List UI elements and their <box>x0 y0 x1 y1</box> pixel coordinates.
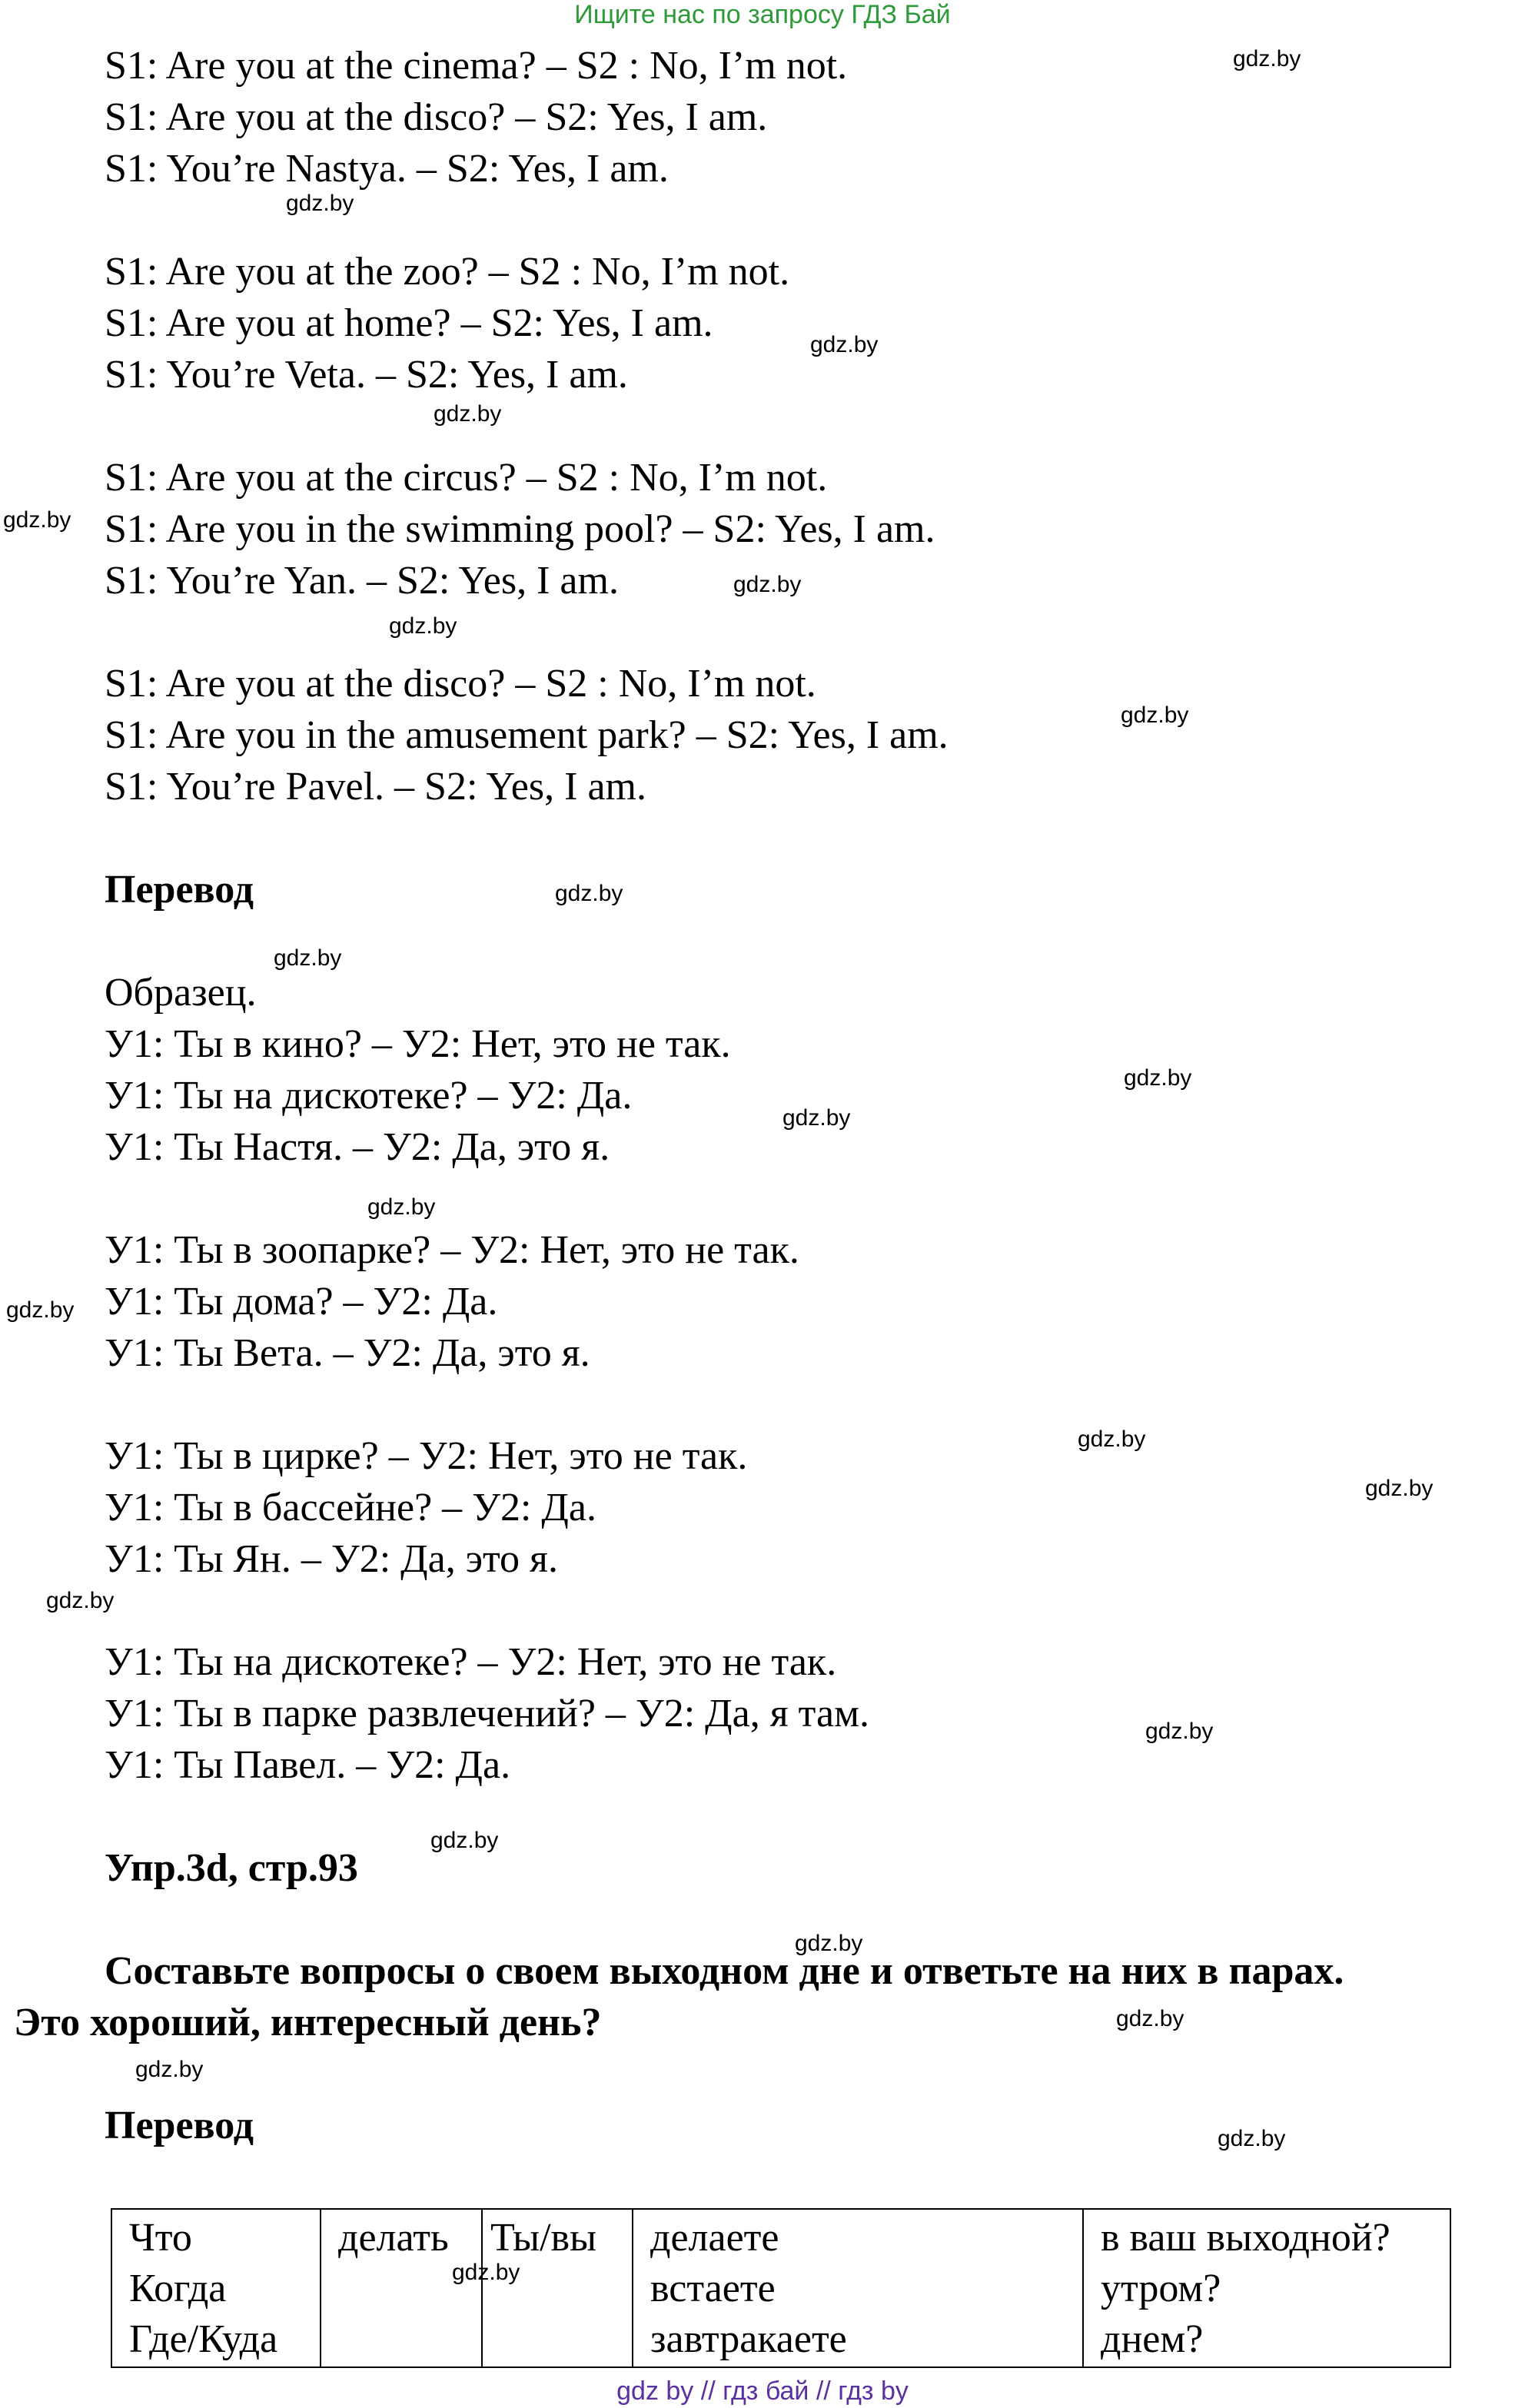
watermark: gdz.by <box>135 2057 204 2082</box>
translation-line: У1: Ты на дискотеке? – У2: Нет, это не так. <box>105 1640 837 1684</box>
cell-text: Что <box>129 2216 192 2260</box>
watermark: gdz.by <box>1218 2126 1286 2151</box>
translation-line: У1: Ты в бассейне? – У2: Да. <box>105 1486 596 1529</box>
cell-text: Где/Куда <box>129 2317 278 2361</box>
dialogue-line: S1: Are you in the amusement park? – S2: Yes, I am. <box>105 713 949 757</box>
watermark: gdz.by <box>1365 1476 1434 1501</box>
watermark: gdz.by <box>286 191 354 216</box>
watermark: gdz.by <box>452 2260 520 2285</box>
cell-text: делать <box>338 2216 449 2260</box>
watermark: gdz.by <box>434 401 502 427</box>
watermark: gdz.by <box>782 1105 851 1131</box>
watermark: gdz.by <box>810 332 879 357</box>
table-cell <box>1083 2209 1450 2367</box>
cell-text: Ты/вы <box>490 2216 597 2260</box>
translation-line: У1: Ты Настя. – У2: Да, это я. <box>105 1125 610 1169</box>
translation-line: У1: Ты на дискотеке? – У2: Да. <box>105 1074 633 1118</box>
dialogue-line: S1: Are you at the disco? – S2 : No, I’m not. <box>105 662 816 706</box>
translation-line: У1: Ты в парке развлечений? – У2: Да, я там. <box>105 1692 869 1735</box>
watermark: gdz.by <box>1124 1065 1192 1091</box>
translation-line: У1: Ты дома? – У2: Да. <box>105 1280 498 1324</box>
table-cell <box>321 2209 482 2367</box>
dialogue-line: S1: You’re Veta. – S2: Yes, I am. <box>105 353 628 397</box>
cell-text: утром? <box>1101 2267 1221 2310</box>
phrase-table <box>111 2208 1451 2368</box>
dialogue-line: S1: Are you at the circus? – S2 : No, I’m not. <box>105 456 828 500</box>
table-row <box>111 2209 1450 2367</box>
dialogue-line: S1: Are you at the disco? – S2: Yes, I am. <box>105 95 768 139</box>
watermark: gdz.by <box>1121 702 1189 728</box>
watermark: gdz.by <box>733 572 802 597</box>
sample-label: Образец. <box>105 971 257 1015</box>
table-cell <box>633 2209 1083 2367</box>
watermark: gdz.by <box>1233 46 1301 71</box>
dialogue-line: S1: Are you in the swimming pool? – S2: Yes, I am. <box>105 507 935 551</box>
section-heading: Перевод <box>105 2104 254 2147</box>
translation-line: У1: Ты Павел. – У2: Да. <box>105 1743 511 1787</box>
watermark: gdz.by <box>430 1828 499 1853</box>
translation-line: У1: Ты Вета. – У2: Да, это я. <box>105 1331 590 1375</box>
watermark: gdz.by <box>367 1194 436 1220</box>
translation-line: У1: Ты Ян. – У2: Да, это я. <box>105 1537 558 1581</box>
translation-line: У1: Ты в кино? – У2: Нет, это не так. <box>105 1022 731 1066</box>
watermark: gdz.by <box>555 881 623 906</box>
translation-line: У1: Ты в цирке? – У2: Нет, это не так. <box>105 1434 748 1478</box>
footer-links[interactable]: gdz by // гдз бай // гдз by <box>616 2376 909 2406</box>
dialogue-line: S1: Are you at home? – S2: Yes, I am. <box>105 301 713 345</box>
dialogue-line: S1: Are you at the zoo? – S2 : No, I’m not. <box>105 250 790 294</box>
watermark: gdz.by <box>274 945 342 971</box>
watermark: gdz.by <box>795 1931 863 1956</box>
watermark: gdz.by <box>389 613 457 639</box>
section-heading: Перевод <box>105 868 254 912</box>
task-instruction: Составьте вопросы о своем выходном дне и ответьте на них в парах. <box>105 1949 1344 1993</box>
dialogue-line: S1: Are you at the cinema? – S2 : No, I’m not. <box>105 44 848 88</box>
watermark: gdz.by <box>1145 1719 1214 1744</box>
table-cell <box>111 2209 321 2367</box>
watermark: gdz.by <box>1116 2006 1184 2031</box>
cell-text: встаете <box>650 2267 776 2310</box>
search-banner[interactable]: Ищите нас по запросу ГДЗ Бай <box>574 0 951 29</box>
cell-text: Когда <box>129 2267 227 2310</box>
cell-text: завтракаете <box>650 2317 847 2361</box>
dialogue-line: S1: You’re Nastya. – S2: Yes, I am. <box>105 147 669 191</box>
table-cell <box>482 2209 633 2367</box>
cell-text: делаете <box>650 2216 779 2260</box>
watermark: gdz.by <box>3 507 71 533</box>
watermark: gdz.by <box>1078 1427 1146 1452</box>
translation-line: У1: Ты в зоопарке? – У2: Нет, это не так. <box>105 1228 799 1272</box>
dialogue-line: S1: You’re Pavel. – S2: Yes, I am. <box>105 765 646 809</box>
watermark: gdz.by <box>6 1297 75 1323</box>
exercise-heading: Упр.3d, стр.93 <box>105 1846 358 1890</box>
watermark: gdz.by <box>46 1588 115 1613</box>
dialogue-line: S1: You’re Yan. – S2: Yes, I am. <box>105 559 619 603</box>
cell-text: днем? <box>1101 2317 1204 2361</box>
task-instruction: Это хороший, интересный день? <box>14 2001 602 2044</box>
cell-text: в ваш выходной? <box>1101 2216 1390 2260</box>
